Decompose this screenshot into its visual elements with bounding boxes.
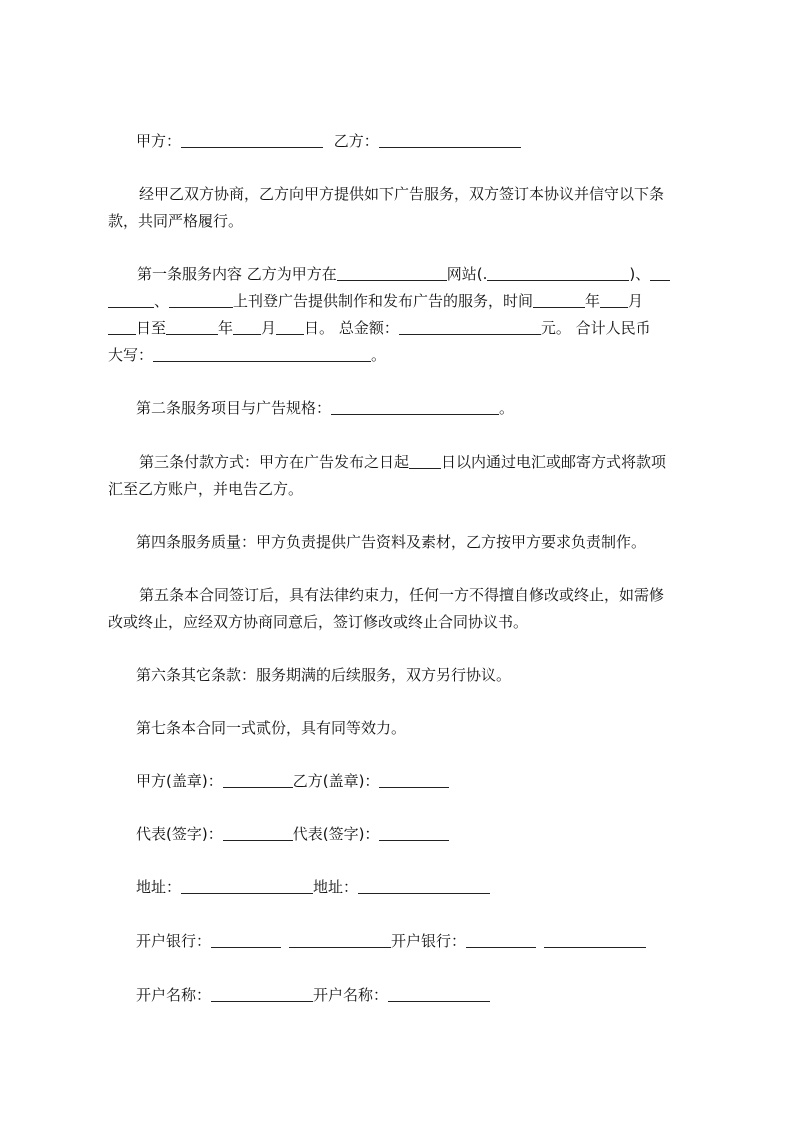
article1-text: 第一条服务内容 乙方为甲方在 [137, 265, 337, 283]
end-month-blank[interactable] [233, 318, 261, 335]
party-b-blank[interactable] [379, 131, 521, 148]
party-a-blank[interactable] [181, 131, 323, 148]
article1-service-text: 上刊登广告提供制作和发布广告的服务，时间 [233, 292, 534, 310]
preamble-line-2: 款，共同严格履行。 [108, 212, 244, 230]
bank-line [136, 931, 736, 951]
party-b-seal-label: 乙方(盖章)： [292, 772, 380, 790]
article5-line-2: 改或终止，应经双方协商同意后，签订修改或终止合同协议书。 [108, 613, 529, 631]
article4-line: 第四条服务质量：甲方负责提供广告资料及素材，乙方按甲方要求负责制作。 [136, 533, 647, 551]
party-a-seal-label: 甲方(盖章)： [136, 772, 223, 790]
payment-days-blank[interactable] [409, 452, 441, 469]
party-b-rep-label: 代表(签字)： [292, 825, 380, 843]
party-a-account-name-label: 开户名称： [136, 986, 212, 1004]
total-amount-blank[interactable] [399, 318, 541, 335]
party-a-bank-blank-1[interactable] [211, 931, 281, 948]
party-b-bank-blank-2[interactable] [544, 931, 646, 948]
article1-line-3 [108, 318, 708, 338]
article6-line: 第六条其它条款：服务期满的后续服务，双方另行协议。 [136, 666, 512, 684]
parties-line [136, 131, 736, 151]
article2-line [136, 398, 736, 418]
party-b-account-name-blank[interactable] [388, 985, 490, 1002]
website-url-blank[interactable] [487, 264, 629, 281]
year-label: 年 [585, 292, 601, 310]
article7-line: 第七条本合同一式贰份，具有同等效力。 [136, 719, 407, 737]
party-a-address-blank[interactable] [181, 877, 313, 894]
website-name-blank[interactable] [337, 264, 447, 281]
party-a-rep-blank[interactable] [223, 824, 293, 841]
seal-line [136, 771, 736, 791]
preamble-line-1: 经甲乙双方协商，乙方向甲方提供如下广告服务，双方签订本协议并信守以下条 [139, 185, 665, 203]
article1-line-2 [108, 291, 708, 311]
end-month-label: 月 [261, 319, 277, 337]
article3-text: 第三条付款方式：甲方在广告发布之日起 [139, 453, 410, 471]
article5-line-1: 第五条本合同签订后，具有法律约束力，任何一方不得擅自修改或终止，如需修 [139, 586, 665, 604]
party-b-bank-blank-1[interactable] [466, 931, 536, 948]
total-amount-label: 日。 总金额： [304, 319, 399, 337]
article3-line-1 [139, 452, 739, 472]
start-day-blank[interactable] [108, 318, 136, 335]
article1-website: 网站(. [446, 265, 488, 283]
party-a-label: 甲方： [136, 132, 182, 150]
article2-label: 第二条服务项目与广告规格： [136, 399, 332, 417]
rmb-label: 元。 合计人民币 [540, 319, 651, 337]
day-to-label: 日至 [136, 319, 167, 337]
article3-line-2: 汇至乙方账户，并电告乙方。 [108, 480, 304, 498]
party-b-address-label: 地址： [313, 878, 359, 896]
start-month-blank[interactable] [600, 291, 628, 308]
party-a-seal-blank[interactable] [223, 771, 293, 788]
party-a-account-name-blank[interactable] [211, 985, 313, 1002]
party-b-account-name-label: 开户名称： [313, 986, 389, 1004]
article3-text-2: 日以内通过电汇或邮寄方式将款项 [441, 453, 667, 471]
capital-amount-blank[interactable] [153, 345, 371, 362]
party-b-bank-label: 开户银行： [391, 932, 467, 950]
party-a-address-label: 地址： [136, 878, 182, 896]
party-b-seal-blank[interactable] [379, 771, 449, 788]
address-line [136, 877, 736, 897]
ad-slot-blank-1a[interactable] [650, 264, 670, 281]
end-year-label: 年 [218, 319, 234, 337]
ad-slot-blank-1b[interactable] [108, 291, 154, 308]
capital-label: 大写： [108, 346, 154, 364]
article2-end: 。 [499, 399, 515, 417]
party-a-bank-label: 开户银行： [136, 932, 212, 950]
article1-punct: )、 [629, 265, 651, 283]
end-year-blank[interactable] [166, 318, 218, 335]
party-b-address-blank[interactable] [358, 877, 490, 894]
party-b-rep-blank[interactable] [379, 824, 449, 841]
end-day-blank[interactable] [276, 318, 304, 335]
party-b-label: 乙方： [333, 132, 379, 150]
start-year-blank[interactable] [533, 291, 585, 308]
article1-line-1 [137, 264, 737, 284]
article1-end: 。 [371, 346, 387, 364]
ad-slot-blank-2[interactable] [169, 291, 233, 308]
month-label: 月 [628, 292, 644, 310]
party-a-rep-label: 代表(签字)： [136, 825, 223, 843]
ad-spec-blank[interactable] [331, 398, 499, 415]
representative-line [136, 824, 736, 844]
party-a-bank-blank-2[interactable] [289, 931, 391, 948]
article1-line-4 [108, 345, 708, 365]
account-name-line [136, 985, 736, 1005]
article1-sep: 、 [154, 292, 170, 310]
